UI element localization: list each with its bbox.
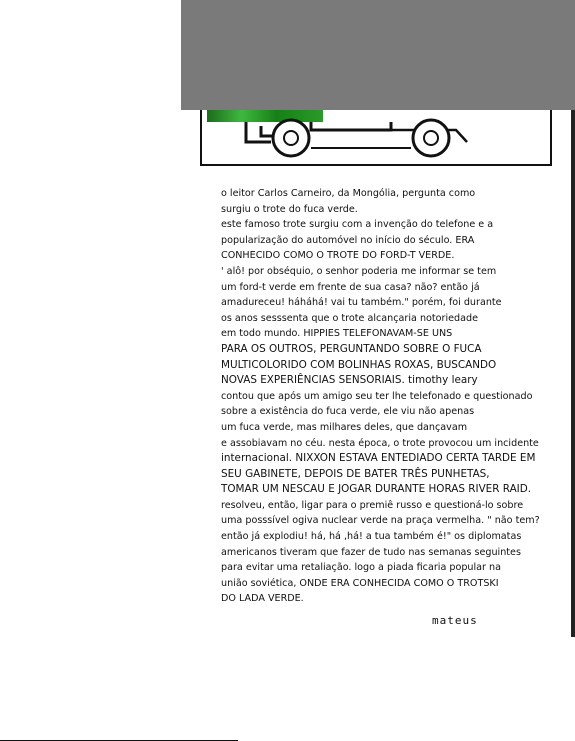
article-line: resolveu, então, ligar para o premiê russo e questioná-lo sobre <box>221 499 524 511</box>
article-line: PARA OS OUTROS, PERGUNTANDO SOBRE O FUCA <box>221 342 482 355</box>
article-line: um fuca verde, mas milhares deles, que dançavam <box>221 421 468 433</box>
article-body <box>221 186 573 607</box>
article-line: NOVAS EXPERIÊNCIAS SENSORIAIS. timothy leary <box>221 374 478 387</box>
article-line: os anos sesssenta que o trote alcançaria notoriedade <box>221 312 479 324</box>
article-line: DO LADA VERDE. <box>221 593 304 605</box>
article-line: internacional. NIXXON ESTAVA ENTEDIADO CERTA TARDE EM <box>221 452 536 465</box>
gray-redaction-block <box>181 0 575 110</box>
page-edge-shadow <box>571 110 575 637</box>
article-line: amadureceu! háháhá! vai tu também." porém, foi durante <box>221 297 502 309</box>
article-line: americanos tiveram que fazer de tudo nas semanas seguintes <box>221 546 521 558</box>
article-line: ' alô! por obséquio, o senhor poderia me informar se tem <box>221 265 497 277</box>
article-line: SEU GABINETE, DEPOIS DE BATER TRÊS PUNHETAS, <box>221 467 490 480</box>
car-illustration-icon <box>241 112 501 166</box>
article-line: TOMAR UM NESCAU E JOGAR DURANTE HORAS RIVER RAID. <box>221 483 532 496</box>
article-line: surgiu o trote do fuca verde. <box>221 203 358 215</box>
article-line: uma posssível ogiva nuclear verde na praça vermelha. " não tem? <box>221 515 540 527</box>
article-line: MULTICOLORIDO COM BOLINHAS ROXAS, BUSCANDO <box>221 358 497 371</box>
article-line: e assobiavam no céu. nesta época, o trote provocou um incidente <box>221 437 539 449</box>
article-line: contou que após um amigo seu ter lhe telefonado e questionado <box>221 390 533 402</box>
scanned-page <box>181 0 575 637</box>
article-line: o leitor Carlos Carneiro, da Mongólia, pergunta como <box>221 188 476 199</box>
article-line: um ford-t verde em frente de sua casa? não? então já <box>221 281 480 293</box>
article-line: então já explodiu! há, há ,há! a tua também é!" os diplomatas <box>221 531 522 543</box>
article-line: popularização do automóvel no início do século. ERA <box>221 234 475 246</box>
article-line: este famoso trote surgiu com a invenção do telefone e a <box>221 219 494 231</box>
article-line: união soviética, ONDE ERA CONHECIDA COMO O TROTSKI <box>221 577 499 589</box>
article-line: para evitar uma retaliação. logo a piada ficaria popular na <box>221 562 502 574</box>
article-line: em todo mundo. HIPPIES TELEFONAVAM-SE UNS <box>221 328 453 340</box>
article-line: CONHECIDO COMO O TROTE DO FORD-T VERDE. <box>221 250 455 262</box>
article-line: sobre a existência do fuca verde, ele viu não apenas <box>221 406 475 418</box>
author-signature: mateus <box>432 614 478 627</box>
